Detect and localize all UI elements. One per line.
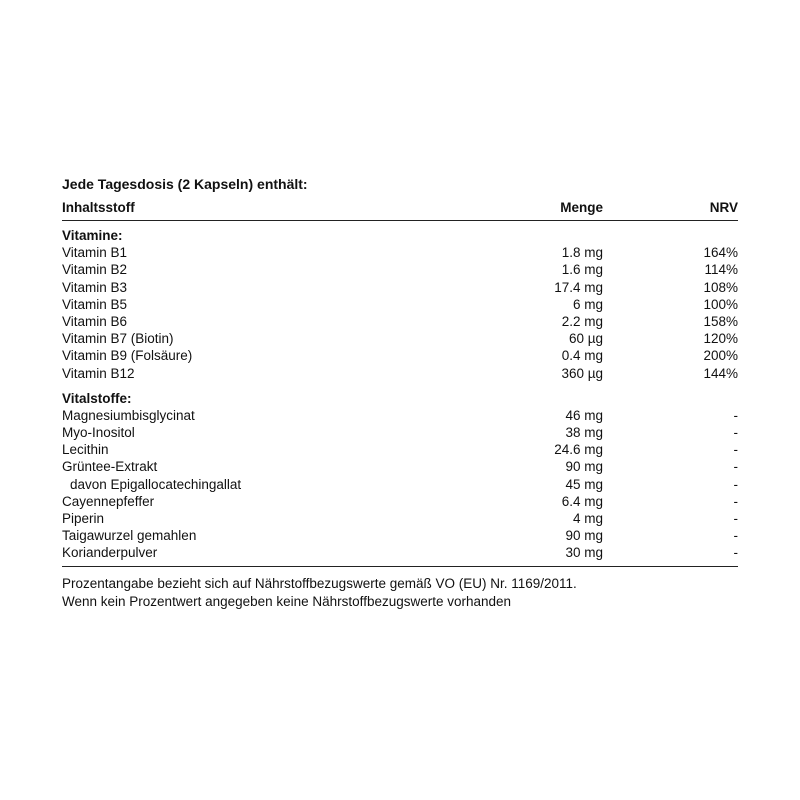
table-title: Jede Tagesdosis (2 Kapseln) enthält: [62,176,308,192]
table-row [62,424,738,441]
ingredient-amount: 38 mg [565,425,603,441]
ingredient-nrv: 120% [703,331,738,347]
ingredient-nrv: 158% [703,313,738,329]
ingredient-nrv: - [733,407,738,423]
ingredient-nrv: - [733,545,738,561]
ingredient-amount: 360 µg [561,365,603,381]
ingredient-nrv: 114% [704,262,738,278]
table-body [62,227,738,562]
section-heading: Vitalstoffe: [62,390,132,406]
ingredient-name: davon Epigallocatechingallat [70,476,242,492]
table-row [62,476,738,493]
ingredient-nrv: - [733,442,738,458]
footnotes [62,575,738,611]
ingredient-amount: 2.2 mg [561,313,603,329]
ingredient-name: Vitamin B9 (Folsäure) [62,348,193,364]
ingredient-nrv: - [733,511,738,526]
ingredient-nrv: - [733,476,738,492]
table-row [62,330,738,347]
ingredient-amount: 1.6 mg [561,262,603,278]
table-row [62,279,738,296]
ingredient-nrv: - [733,425,738,441]
table-row [62,441,738,458]
ingredient-amount: 46 mg [565,407,603,423]
ingredient-name: Vitamin B12 [62,365,135,381]
ingredient-nrv: 164% [703,245,738,261]
footnote: Wenn kein Prozentwert angegeben keine Nährstoffbezugswerte vorhanden [62,593,512,609]
table-row [62,527,738,544]
ingredient-amount: 60 µg [568,331,603,347]
ingredient-name: Piperin [62,511,105,526]
section-heading: Vitamine: [62,228,123,243]
table-row [62,365,738,382]
footnote: Prozentangabe bezieht sich auf Nährstoffbezugswerte gemäß VO (EU) Nr. 1169/2011. [62,575,577,591]
table-row [62,347,738,364]
table-row [62,493,738,510]
table-row [62,296,738,313]
column-header-nrv: NRV [709,200,738,215]
nutrition-table [62,174,738,611]
table-header [62,198,738,221]
ingredient-amount: 1.8 mg [561,245,603,261]
ingredient-name: Vitamin B2 [62,262,128,278]
ingredient-amount: 90 mg [565,528,603,544]
ingredient-nrv: 108% [703,279,738,295]
table-row [62,544,738,561]
ingredient-name: Vitamin B6 [62,313,128,329]
table-row [62,313,738,330]
ingredient-amount: 6.4 mg [561,493,603,509]
divider [62,566,738,567]
ingredient-amount: 24.6 mg [554,442,603,458]
section-gap [62,382,738,390]
ingredient-nrv: - [733,528,738,544]
ingredient-name: Grüntee-Extrakt [62,459,158,475]
ingredient-nrv: - [733,459,738,475]
ingredient-name: Vitamin B1 [62,245,128,261]
ingredient-name: Cayennepfeffer [62,493,155,509]
ingredient-name: Vitamin B5 [62,296,128,312]
column-header-amount: Menge [560,200,603,215]
table-row [62,458,738,475]
ingredient-name: Vitamin B3 [62,279,128,295]
ingredient-amount: 90 mg [565,459,603,475]
ingredient-amount: 17.4 mg [554,279,603,295]
table-row [62,261,738,278]
ingredient-amount: 30 mg [565,545,603,561]
table-row [62,244,738,261]
table-row [62,407,738,424]
ingredient-name: Lecithin [62,442,109,458]
ingredient-nrv: - [733,493,738,509]
ingredient-name: Vitamin B7 (Biotin) [62,331,174,347]
ingredient-name: Myo-Inositol [62,425,135,441]
ingredient-amount: 0.4 mg [561,348,603,364]
ingredient-name: Magnesiumbisglycinat [62,407,195,423]
ingredient-nrv: 200% [703,348,738,364]
ingredient-amount: 6 mg [572,296,603,312]
table-row [62,510,738,527]
ingredient-amount: 45 mg [565,476,603,492]
ingredient-nrv: 144% [703,365,738,381]
ingredient-name: Korianderpulver [62,545,158,561]
ingredient-name: Taigawurzel gemahlen [62,528,197,544]
column-header-name: Inhaltsstoff [62,200,135,215]
ingredient-nrv: 100% [703,296,738,312]
ingredient-amount: 4 mg [572,511,603,526]
